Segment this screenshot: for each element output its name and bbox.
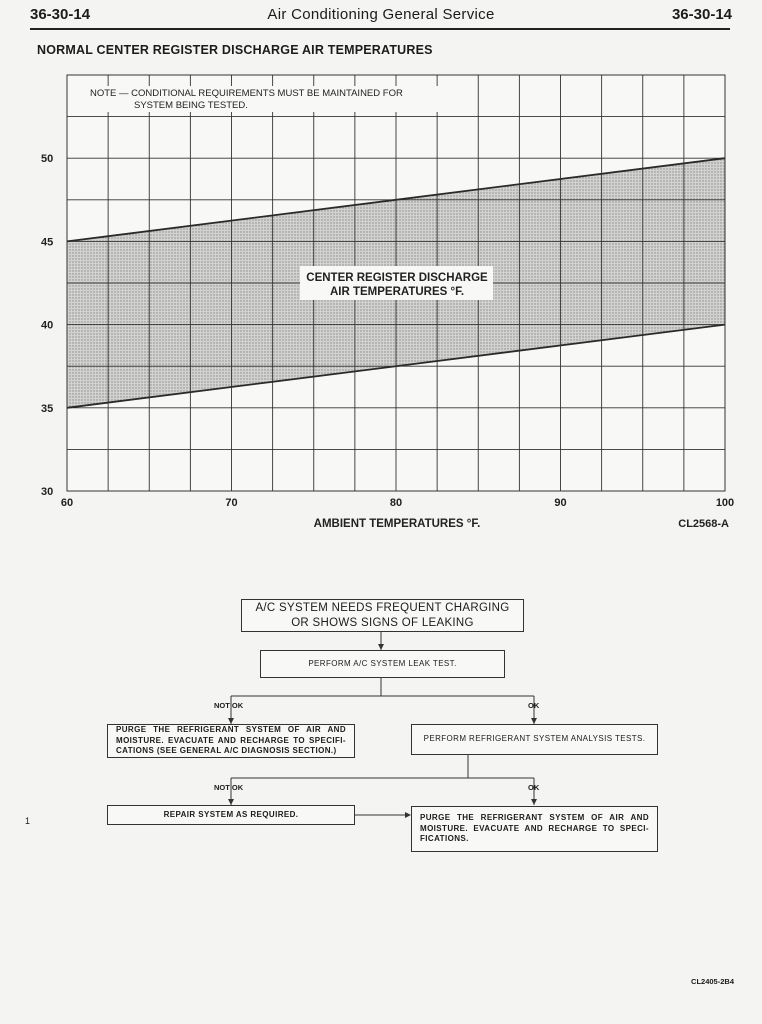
leak-test-box bbox=[260, 650, 505, 678]
section-title: Air Conditioning General Service bbox=[267, 6, 495, 23]
chart-reference-code: CL2568-A bbox=[678, 518, 729, 530]
y-tick-label: 50 bbox=[41, 153, 54, 166]
ok-label-2: OK bbox=[528, 783, 540, 792]
band-label-line-2: AIR TEMPERATURES °F. bbox=[329, 286, 465, 298]
x-tick-label: 60 bbox=[60, 497, 74, 509]
start-box bbox=[241, 599, 524, 632]
y-tick-label: 35 bbox=[41, 402, 54, 415]
chart-title: NORMAL CENTER REGISTER DISCHARGE AIR TEMPERATURES bbox=[37, 43, 433, 57]
band-label-line-1: CENTER REGISTER DISCHARGE bbox=[306, 272, 488, 284]
purge-box-2 bbox=[411, 806, 658, 852]
start-line-2: OR SHOWS SIGNS OF LEAKING bbox=[291, 616, 474, 629]
y-tick-label: 45 bbox=[41, 236, 54, 249]
not-ok-label-2: NOT OK bbox=[214, 783, 244, 792]
ok-label-1: OK bbox=[528, 701, 540, 710]
repair-text: REPAIR SYSTEM AS REQUIRED. bbox=[163, 809, 299, 819]
x-tick-label: 100 bbox=[715, 497, 735, 509]
purge-box-1 bbox=[107, 724, 355, 758]
note-line-2: SYSTEM BEING TESTED. bbox=[134, 100, 248, 111]
leak-test-text: PERFORM A/C SYSTEM LEAK TEST. bbox=[308, 658, 457, 668]
purge-text-2: PURGE THE REFRIGERANT SYSTEM OF AIR AND MOISTURE. EVACUATE AND RECHARGE TO SPECI-FICATIONS. bbox=[420, 813, 649, 844]
note-line-1: NOTE — CONDITIONAL REQUIREMENTS MUST BE MAINTAINED FOR bbox=[90, 88, 403, 99]
y-tick-label: 30 bbox=[41, 486, 54, 498]
analysis-text: PERFORM REFRIGERANT SYSTEM ANALYSIS TESTS. bbox=[423, 734, 646, 744]
start-line-1: A/C SYSTEM NEEDS FREQUENT CHARGING bbox=[255, 602, 510, 615]
purge-text-1: PURGE THE REFRIGERANT SYSTEM OF AIR AND MOISTURE. EVACUATE AND RECHARGE TO SPECIFI-CATIONS (SEE GENERAL A/C DIAGNOSIS SECTION.) bbox=[116, 725, 346, 756]
x-tick-label: 70 bbox=[225, 497, 238, 509]
not-ok-label-1: NOT OK bbox=[214, 701, 244, 710]
flowchart-reference-code: CL2405-2B4 bbox=[691, 977, 734, 986]
page-number-right: 36-30-14 bbox=[671, 6, 732, 23]
y-tick-label: 40 bbox=[41, 319, 54, 332]
x-axis-label: AMBIENT TEMPERATURES °F. bbox=[313, 518, 481, 530]
x-tick-label: 90 bbox=[554, 497, 567, 509]
repair-box bbox=[107, 805, 355, 825]
margin-mark: 1 bbox=[25, 816, 31, 826]
x-tick-label: 80 bbox=[389, 497, 403, 509]
analysis-box bbox=[411, 724, 658, 755]
page-number-left: 36-30-14 bbox=[30, 6, 91, 23]
